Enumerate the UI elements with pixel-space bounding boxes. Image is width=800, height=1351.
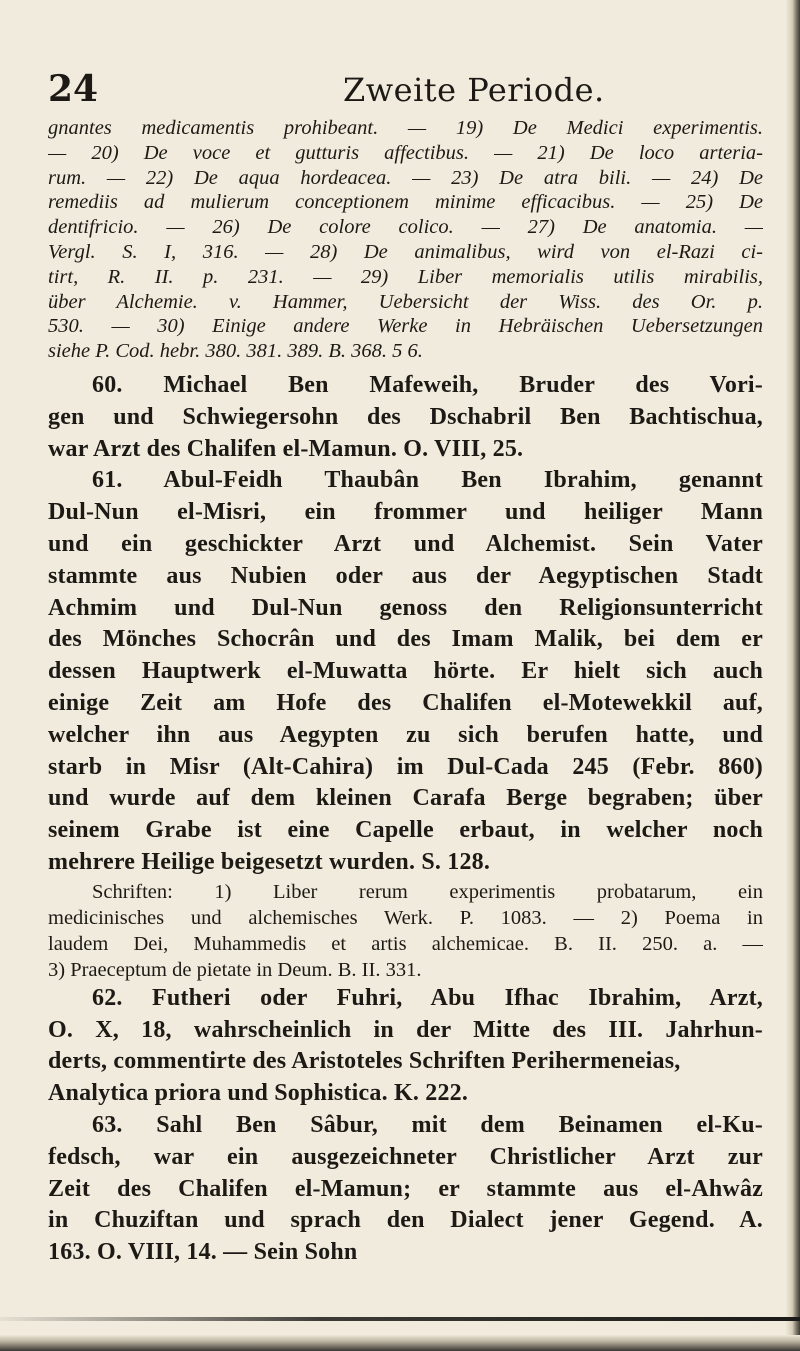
bottom-scan-rule <box>0 1317 800 1321</box>
text-line: welcher ihn aus Aegypten zu sich berufen hatte, und <box>48 721 763 748</box>
text-line: — 20) De voce et gutturis affectibus. — 21) De loco arteria- <box>48 141 763 164</box>
text-line: dessen Hauptwerk el-Muwatta hörte. Er hielt sich auch <box>48 658 763 685</box>
text-line: O. X, 18, wahrscheinlich in der Mitte des III. Jahrhun- <box>48 1016 763 1043</box>
text-line: fedsch, war ein ausgezeichneter Christlicher Arzt zur <box>48 1143 763 1170</box>
text-line: Achmim und Dul-Nun genoss den Religionsunterricht <box>48 594 763 621</box>
works-list-continued <box>48 116 763 364</box>
text-line: seinem Grabe ist eine Capelle erbaut, in welcher noch <box>48 817 763 844</box>
text-line: 3) Praeceptum de pietate in Deum. B. II. 331. <box>48 958 422 981</box>
text-line: war Arzt des Chalifen el-Mamun. O. VIII, 25. <box>48 435 524 462</box>
entry-63 <box>48 1110 763 1269</box>
text-line: Schriften: 1) Liber rerum experimentis probatarum, ein <box>92 880 763 903</box>
text-line: medicinisches und alchemisches Werk. P. 1083. — 2) Poema in <box>48 906 763 929</box>
text-body <box>48 116 763 1269</box>
text-line: remediis ad mulierum conceptionem minime efficacibus. — 25) De <box>48 191 763 214</box>
text-line: stammte aus Nubien oder aus der Aegyptischen Stadt <box>48 562 763 589</box>
text-line: 61. Abul-Feidh Thaubân Ben Ibrahim, genannt <box>92 467 763 494</box>
text-line: 63. Sahl Ben Sâbur, mit dem Beinamen el-Ku- <box>92 1111 763 1138</box>
text-line: mehrere Heilige beigesetzt wurden. S. 128. <box>48 848 491 875</box>
text-line: Dul-Nun el-Misri, ein frommer und heiliger Mann <box>48 499 763 526</box>
text-line: starb in Misr (Alt-Cahira) im Dul-Cada 245 (Febr. 860) <box>48 753 763 780</box>
text-line: über Alchemie. v. Hammer, Uebersicht der Wiss. des Or. p. <box>48 290 763 313</box>
entry-62 <box>48 983 763 1110</box>
entry-61 <box>48 465 763 878</box>
bottom-edge-shadow <box>0 1335 800 1351</box>
text-line: laudem Dei, Muhammedis et artis alchemicae. B. II. 250. a. — <box>48 932 763 955</box>
text-line: 530. — 30) Einige andere Werke in Hebräischen Uebersetzungen <box>48 315 763 338</box>
text-line: rum. — 22) De aqua hordeacea. — 23) De atra bili. — 24) De <box>48 166 763 189</box>
text-line: 60. Michael Ben Mafeweih, Bruder des Vori- <box>92 371 763 398</box>
text-line: dentifricio. — 26) De colore colico. — 27) De anatomia. — <box>48 216 763 239</box>
text-line: 163. O. VIII, 14. — Sein Sohn <box>48 1239 358 1266</box>
page-edge-shadow <box>786 0 800 1351</box>
text-line: siehe P. Cod. hebr. 380. 381. 389. B. 368. 5 6. <box>48 340 423 363</box>
running-title: Zweite Periode. <box>343 71 605 109</box>
text-line: derts, commentirte des Aristoteles Schriften Perihermeneias, Analytica priora und Sophistica. K. 222. <box>48 1048 681 1107</box>
text-line: des Mönches Schocrân und des Imam Malik, bei dem er <box>48 626 763 653</box>
page-number: 24 <box>48 68 99 110</box>
entry-61-writings <box>48 879 763 983</box>
text-line: und ein geschickter Arzt und Alchemist. Sein Vater <box>48 530 763 557</box>
text-line: 62. Futheri oder Fuhri, Abu Ifhac Ibrahim, Arzt, <box>92 984 763 1011</box>
text-line: einige Zeit am Hofe des Chalifen el-Motewekkil auf, <box>48 689 763 716</box>
text-line: Zeit des Chalifen el-Mamun; er stammte aus el-Ahwâz <box>48 1175 763 1202</box>
page-header <box>48 68 740 118</box>
text-line: gnantes medicamentis prohibeant. — 19) De Medici experimentis. <box>48 117 763 139</box>
text-line: und wurde auf dem kleinen Carafa Berge begraben; über <box>48 785 763 812</box>
text-line: in Chuziftan und sprach den Dialect jener Gegend. A. <box>48 1207 763 1234</box>
text-line: Vergl. S. I, 316. — 28) De animalibus, wird von el-Razi ci- <box>48 240 763 263</box>
entry-60 <box>48 370 763 465</box>
text-line: gen und Schwiegersohn des Dschabril Ben Bachtischua, <box>48 403 763 430</box>
text-line: tirt, R. II. p. 231. — 29) Liber memorialis utilis mirabilis, <box>48 265 763 288</box>
